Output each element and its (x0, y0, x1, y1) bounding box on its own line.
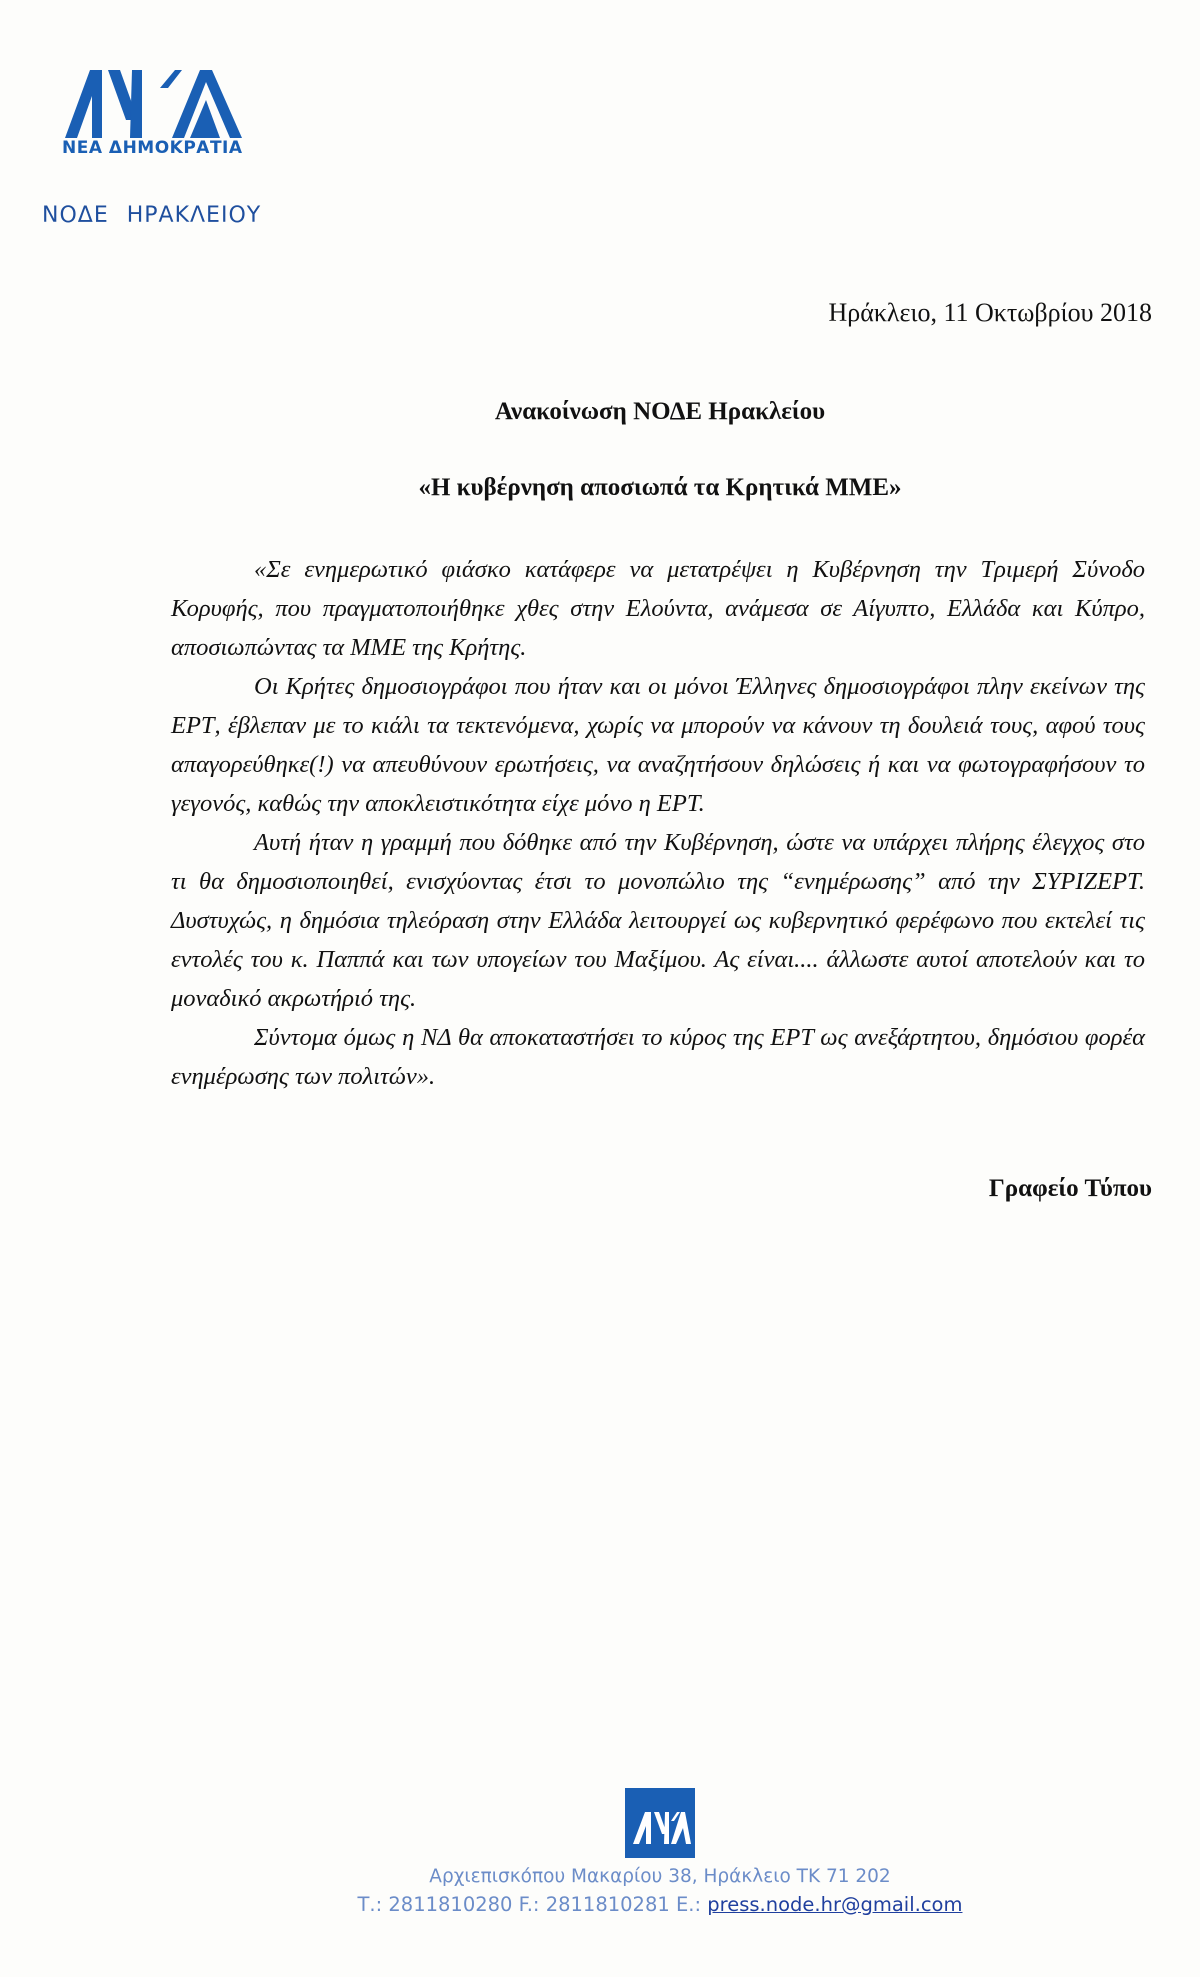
signature: Γραφείο Τύπου (988, 1175, 1152, 1202)
nd-footer-logo-icon (625, 1788, 695, 1858)
footer-logo (625, 1788, 695, 1858)
body-paragraph: «Σε ενημερωτικό φιάσκο κατάφερε να μετατρέψει η Κυβέρνηση την Τριμερή Σύνοδο Κορυφής, που πραγματοποιήθηκε χθες στην Ελούντα, ανάμεσα σε Αίγυπτο, Ελλάδα και Κύπρο, αποσιωπώντας τα ΜΜΕ της Κρήτης. (171, 556, 1145, 661)
body-paragraph: Αυτή ήταν η γραμμή που δόθηκε από την Κυβέρνηση, ώστε να υπάρχει πλήρης έλεγχος στο τι θα δημοσιοποιηθεί, ενισχύοντας έτσι το μονοπώλιο της “ενημέρωσης” από την ΣΥΡΙΖΕΡΤ. Δυστυχώς, η δημόσια τηλεόραση στην Ελλάδα λειτουργεί ως κυβερνητικό φερέφωνο που εκτελεί τις εντολές του κ. Παππά και των υπογείων του Μαξίμου. Ας είναι.... άλλωστε αυτοί αποτελούν και το μοναδικό ακρωτήριό της. (171, 829, 1145, 1012)
document-date: Ηράκλειο, 11 Οκτωβρίου 2018 (828, 298, 1152, 327)
body-paragraph: Σύντομα όμως η ΝΔ θα αποκαταστήσει το κύρος της ΕΡΤ ως ανεξάρτητου, δημόσιου φορέα ενημέρωσης των πολιτών». (171, 1024, 1145, 1090)
document-subtitle: «Η κυβέρνηση αποσιωπά τα Κρητικά ΜΜΕ» (418, 474, 902, 501)
logo-subtitle: ΝΕΑ ΔΗΜΟΚΡΑΤΙΑ (62, 138, 243, 158)
org-name: ΝΟΔΕ ΗΡΑΚΛΕΙΟΥ (42, 203, 262, 228)
footer-email-link[interactable]: press.node.hr@gmail.com (707, 1893, 963, 1916)
nd-logo-icon (60, 60, 250, 140)
document-title: Ανακοίνωση ΝΟΔΕ Ηρακλείου (494, 398, 826, 425)
footer-phone-fax: Τ.: 2811810280 F.: 2811810281 E.: (357, 1893, 708, 1916)
body-paragraph: Οι Κρήτες δημοσιογράφοι που ήταν και οι μόνοι Έλληνες δημοσιογράφοι πλην εκείνων της ΕΡΤ, έβλεπαν με το κιάλι τα τεκτενόμενα, χωρίς να μπορούν να κάνουν τη δουλειά τους, αφού τους απαγορεύθηκε(!) να απευθύνουν ερωτήσεις, να αναζητήσουν δηλώσεις ή και να φωτογραφήσουν το γεγονός, καθώς την αποκλειστικότητα είχε μόνο η ΕΡΤ. (171, 673, 1145, 817)
document-body (171, 550, 1145, 1096)
footer-contact (0, 1893, 1200, 1916)
footer-address: Αρχιεπισκόπου Μακαρίου 38, Ηράκλειο ΤΚ 71 202 (429, 1866, 891, 1887)
